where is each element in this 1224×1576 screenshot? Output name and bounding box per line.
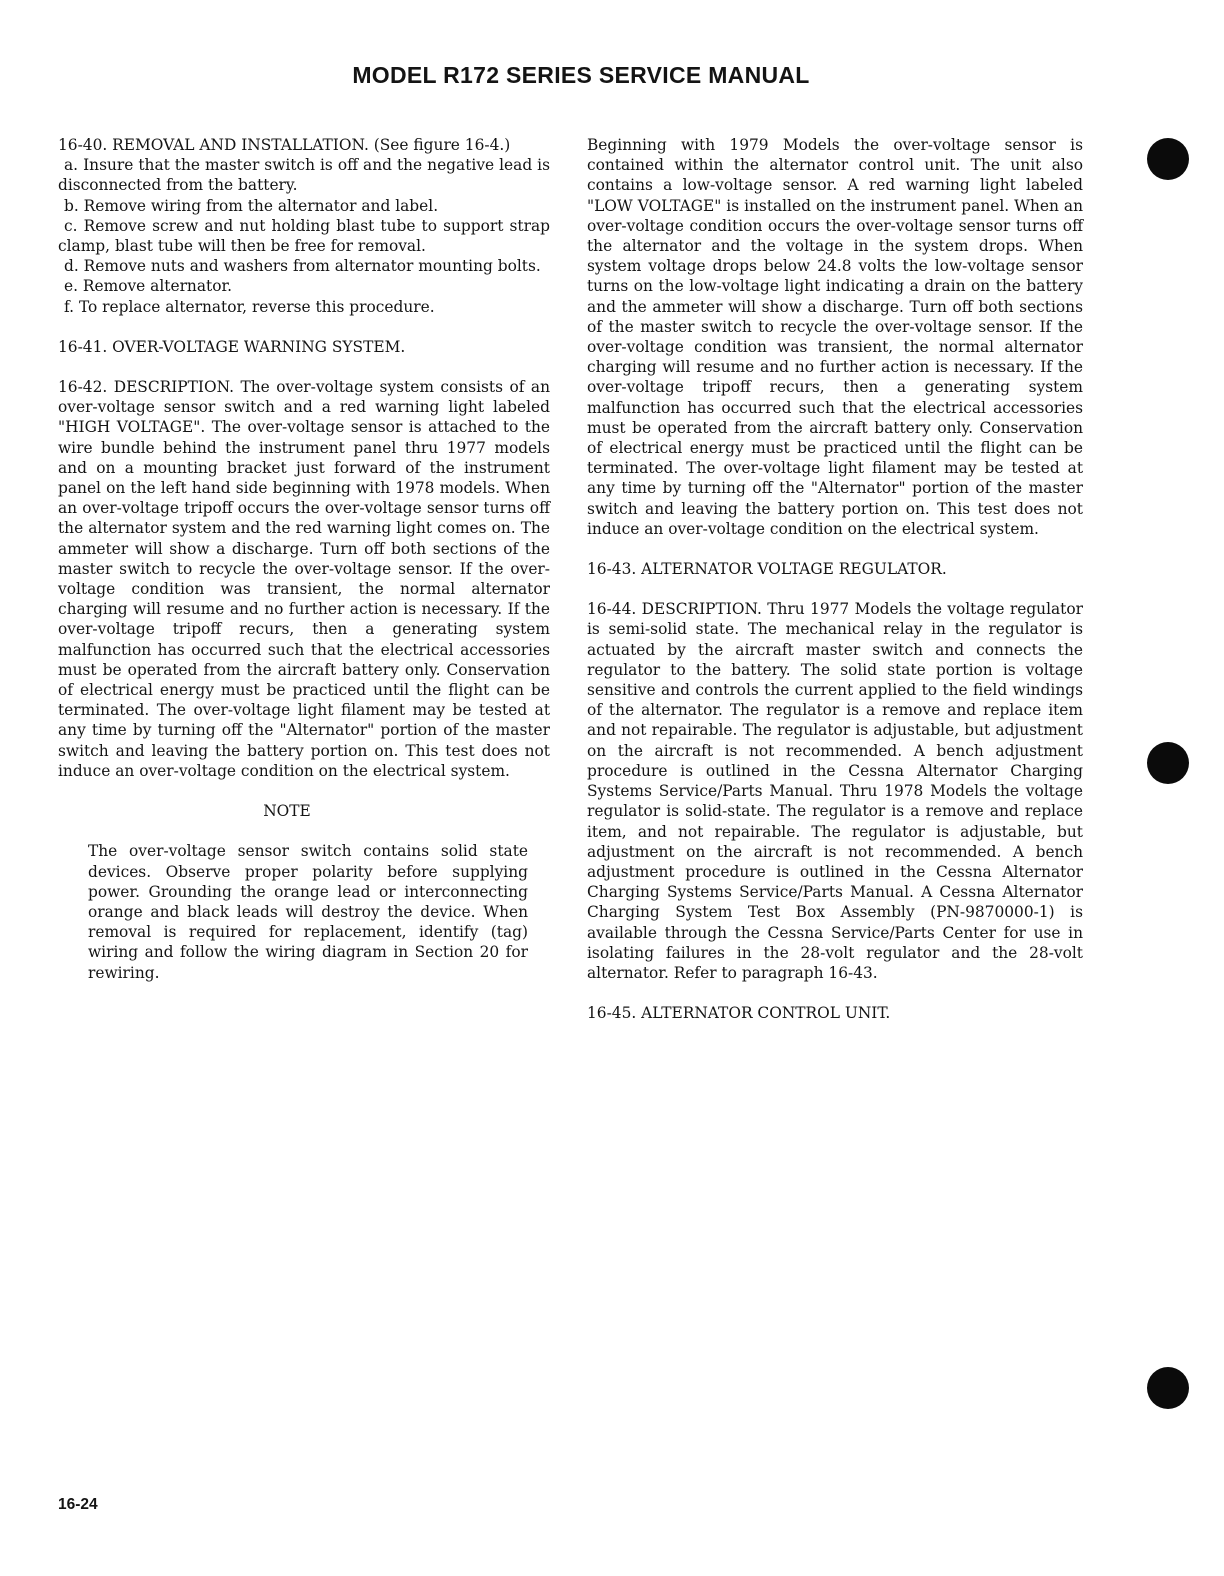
step-label: a.: [64, 156, 79, 175]
section-16-45-heading: 16-45. ALTERNATOR CONTROL UNIT.: [587, 1004, 891, 1023]
step-d: [58, 256, 550, 276]
step-label: f.: [64, 297, 75, 316]
step-text: Remove alternator.: [82, 277, 233, 296]
step-f: [58, 297, 550, 317]
step-a: [58, 155, 550, 195]
right-column: [587, 135, 1083, 1023]
page-number: 16-24: [58, 1496, 98, 1513]
binder-hole-icon: [1147, 742, 1189, 784]
note-title: NOTE: [263, 802, 311, 821]
binder-hole-icon: [1147, 1367, 1189, 1409]
section-16-41-heading: 16-41. OVER-VOLTAGE WARNING SYSTEM.: [58, 337, 406, 356]
section-16-40-heading: 16-40. REMOVAL AND INSTALLATION. (See figure 16-4.): [58, 136, 511, 154]
page-title: MODEL R172 SERIES SERVICE MANUAL: [352, 62, 810, 88]
binder-hole-icon: [1147, 138, 1189, 180]
step-label: e.: [64, 277, 79, 296]
step-label: c.: [64, 216, 78, 235]
section-16-43-heading: 16-43. ALTERNATOR VOLTAGE REGULATOR.: [587, 560, 947, 579]
note-text: The over-voltage sensor switch contains solid state devices. Observe proper polarity before supplying power. Grounding the orange lead or interconnecting orange and black leads will destroy the device. When removal is required for replacement, identify (tag) wiring and follow the wiring diagram in Section 20 for rewiring.: [88, 842, 528, 982]
step-label: b.: [64, 196, 79, 215]
section-16-44-text: 16-44. DESCRIPTION. Thru 1977 Models the voltage regulator is semi-solid state. The mechanical relay in the regulator is actuated by the aircraft master switch and connects the regulator to the battery. The solid state portion is voltage sensitive and controls the current applied to the field windings of the alternator. The regulator is a remove and replace item and not repairable. The regulator is adjustable, but adjustment on the aircraft is not recommended. A bench adjustment procedure is outlined in the Cessna Alternator Charging Systems Service/Parts Manual. Thru 1978 Models the voltage regulator is solid-state. The regulator is a remove and replace item, and not repairable. The regulator is adjustable, but adjustment on the aircraft is not recommended. A bench adjustment procedure is outlined in the Cessna Alternator Charging Systems Service/Parts Manual. A Cessna Alternator Charging System Test Box Assembly (PN-9870000-1) is available through the Cessna Service/Parts Center for use in isolating failures in the 28-volt regulator and the 28-volt alternator. Refer to paragraph 16-43.: [587, 600, 1083, 982]
step-text: To replace alternator, reverse this procedure.: [78, 297, 435, 316]
step-text: Remove nuts and washers from alternator mounting bolts.: [83, 257, 541, 276]
step-text: Remove screw and nut holding blast tube to support strap clamp, blast tube will then be free for removal.: [58, 216, 550, 256]
step-c: [58, 216, 550, 256]
step-text: Remove wiring from the alternator and label.: [83, 196, 439, 215]
step-label: d.: [64, 257, 79, 276]
step-e: [58, 276, 550, 296]
section-16-42-text: 16-42. DESCRIPTION. The over-voltage system consists of an over-voltage sensor switch and a red warning light labeled "HIGH VOLTAGE". The over-voltage sensor is attached to the wire bundle behind the instrument panel thru 1977 models and on a mounting bracket just forward of the instrument panel on the left hand side beginning with 1978 models. When an over-voltage tripoff occurs the over-voltage sensor turns off the alternator system and the red warning light comes on. The ammeter will show a discharge. Turn off both sections of the master switch to recycle the over-voltage sensor. If the over-voltage condition was transient, the normal alternator charging will resume and no further action is necessary. If the over-voltage tripoff recurs, then a generating system malfunction has occurred such that the electrical accessories must be operated from the aircraft battery only. Conservation of electrical energy must be practiced until the flight can be terminated. The over-voltage light filament may be tested at any time by turning off the "Alternator" portion of the master switch and leaving the battery portion on. This test does not induce an over-voltage condition on the electrical system.: [58, 378, 550, 780]
step-text: Insure that the master switch is off and the negative lead is disconnected from the battery.: [58, 156, 550, 195]
left-column: [58, 135, 550, 983]
step-b: [58, 196, 550, 216]
low-voltage-paragraph: Beginning with 1979 Models the over-voltage sensor is contained within the alternator control unit. The unit also contains a low-voltage sensor. A red warning light labeled "LOW VOLTAGE" is installed on the instrument panel. When an over-voltage condition occurs the over-voltage sensor turns off the alternator and the voltage in the system drops. When system voltage drops below 24.8 volts the low-voltage sensor turns on the low-voltage light indicating a drain on the battery and the ammeter will show a discharge. Turn off both sections of the master switch to recycle the over-voltage sensor. If the over-voltage condition was transient, the normal alternator charging will resume and no further action is necessary. If the over-voltage tripoff recurs, then a generating system malfunction has occurred such that the electrical accessories must be operated from the aircraft battery only. Conservation of electrical energy must be practiced until the flight can be terminated. The over-voltage light filament may be tested at any time by turning off the "Alternator" portion of the master switch and leaving the battery portion on. This test does not induce an over-voltage condition on the electrical system.: [587, 136, 1083, 538]
